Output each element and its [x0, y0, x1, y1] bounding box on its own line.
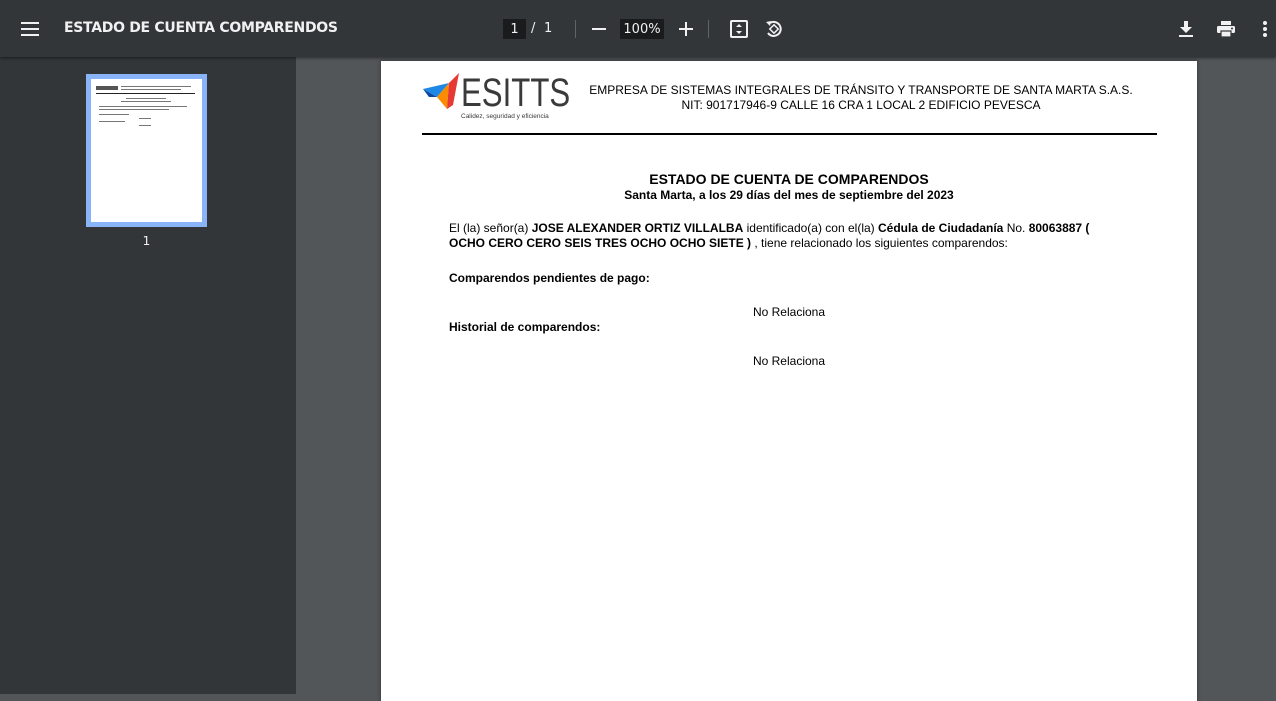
thumbnail-sidebar — [0, 57, 296, 694]
thumbnail-line — [139, 125, 151, 126]
download-icon — [1179, 21, 1193, 37]
total-pages: 1 — [544, 21, 553, 36]
company-logo — [423, 71, 571, 125]
intro-suffix: , tiene relacionado los siguientes comparendos: — [751, 236, 1008, 250]
company-nit-address: NIT: 901717946-9 CALLE 16 CRA 1 LOCAL 2 EDIFICIO PEVESCA — [681, 98, 1041, 112]
pending-value: No Relaciona — [752, 305, 826, 319]
intro-no: No. — [1003, 221, 1029, 235]
zoom-input[interactable] — [620, 19, 664, 39]
document-title: ESTADO DE CUENTA COMPARENDOS — [64, 20, 338, 36]
intro-paragraph — [449, 221, 1109, 251]
logo-tagline: Calidez, seguridad y eficiencia — [461, 113, 549, 120]
document-date: Santa Marta, a los 29 días del mes de septiembre del 2023 — [624, 188, 954, 202]
thumbnail-line — [99, 109, 169, 110]
zoom-out-button[interactable] — [586, 15, 612, 43]
thumbnail-page-number: 1 — [142, 234, 151, 248]
thumbnail-line — [126, 98, 166, 99]
minus-icon — [592, 22, 606, 36]
download-button[interactable] — [1173, 15, 1199, 43]
menu-button[interactable] — [14, 13, 46, 45]
thumbnail-rule — [96, 93, 195, 94]
thumbnail-line — [99, 106, 187, 107]
plus-icon — [679, 22, 693, 36]
pdf-page — [381, 61, 1197, 701]
thumbnail-page-preview — [91, 79, 202, 222]
id-number: 80063887 ( OCHO CERO CERO SEIS TRES OCHO OCHO SIETE ) — [449, 221, 1090, 250]
menu-icon — [21, 22, 39, 36]
more-options-button[interactable] — [1256, 15, 1274, 43]
logo-wordmark: ESITTS — [461, 71, 571, 115]
toolbar-divider — [575, 20, 576, 38]
history-section-title: Historial de comparendos: — [449, 320, 601, 334]
pdf-toolbar — [0, 0, 1276, 57]
rotate-button[interactable] — [761, 15, 787, 43]
print-icon — [1217, 21, 1235, 37]
logo-mark-icon — [423, 73, 461, 113]
document-heading: ESTADO DE CUENTA DE COMPARENDOS — [649, 171, 929, 187]
toolbar-divider — [708, 20, 709, 38]
intro-prefix: El (la) señor(a) — [449, 221, 532, 235]
id-type: Cédula de Ciudadanía — [878, 221, 1004, 235]
print-button[interactable] — [1212, 15, 1240, 43]
intro-mid: identificado(a) con el(la) — [743, 221, 878, 235]
thumbnail-line — [99, 114, 129, 115]
thumbnail-line — [121, 101, 171, 102]
company-header — [571, 83, 1151, 113]
fit-to-page-button[interactable] — [726, 15, 752, 43]
header-divider — [422, 133, 1157, 135]
fit-page-icon — [730, 20, 748, 38]
thumbnail-line — [121, 86, 191, 87]
person-name: JOSE ALEXANDER ORTIZ VILLALBA — [531, 221, 744, 235]
page-separator: / — [531, 21, 536, 36]
thumbnail-line — [121, 89, 181, 90]
rotate-icon — [764, 19, 784, 39]
thumbnail-logo — [96, 86, 118, 90]
zoom-in-button[interactable] — [673, 15, 699, 43]
history-value: No Relaciona — [752, 354, 826, 368]
thumbnail-line — [99, 121, 125, 122]
company-name: EMPRESA DE SISTEMAS INTEGRALES DE TRÁNSITO Y TRANSPORTE DE SANTA MARTA S.A.S. — [589, 83, 1133, 97]
more-vert-icon — [1263, 21, 1267, 37]
thumbnail-line — [139, 118, 151, 119]
page-thumbnail[interactable] — [86, 74, 207, 227]
pending-section-title: Comparendos pendientes de pago: — [449, 271, 650, 285]
page-number-input[interactable] — [503, 19, 526, 39]
